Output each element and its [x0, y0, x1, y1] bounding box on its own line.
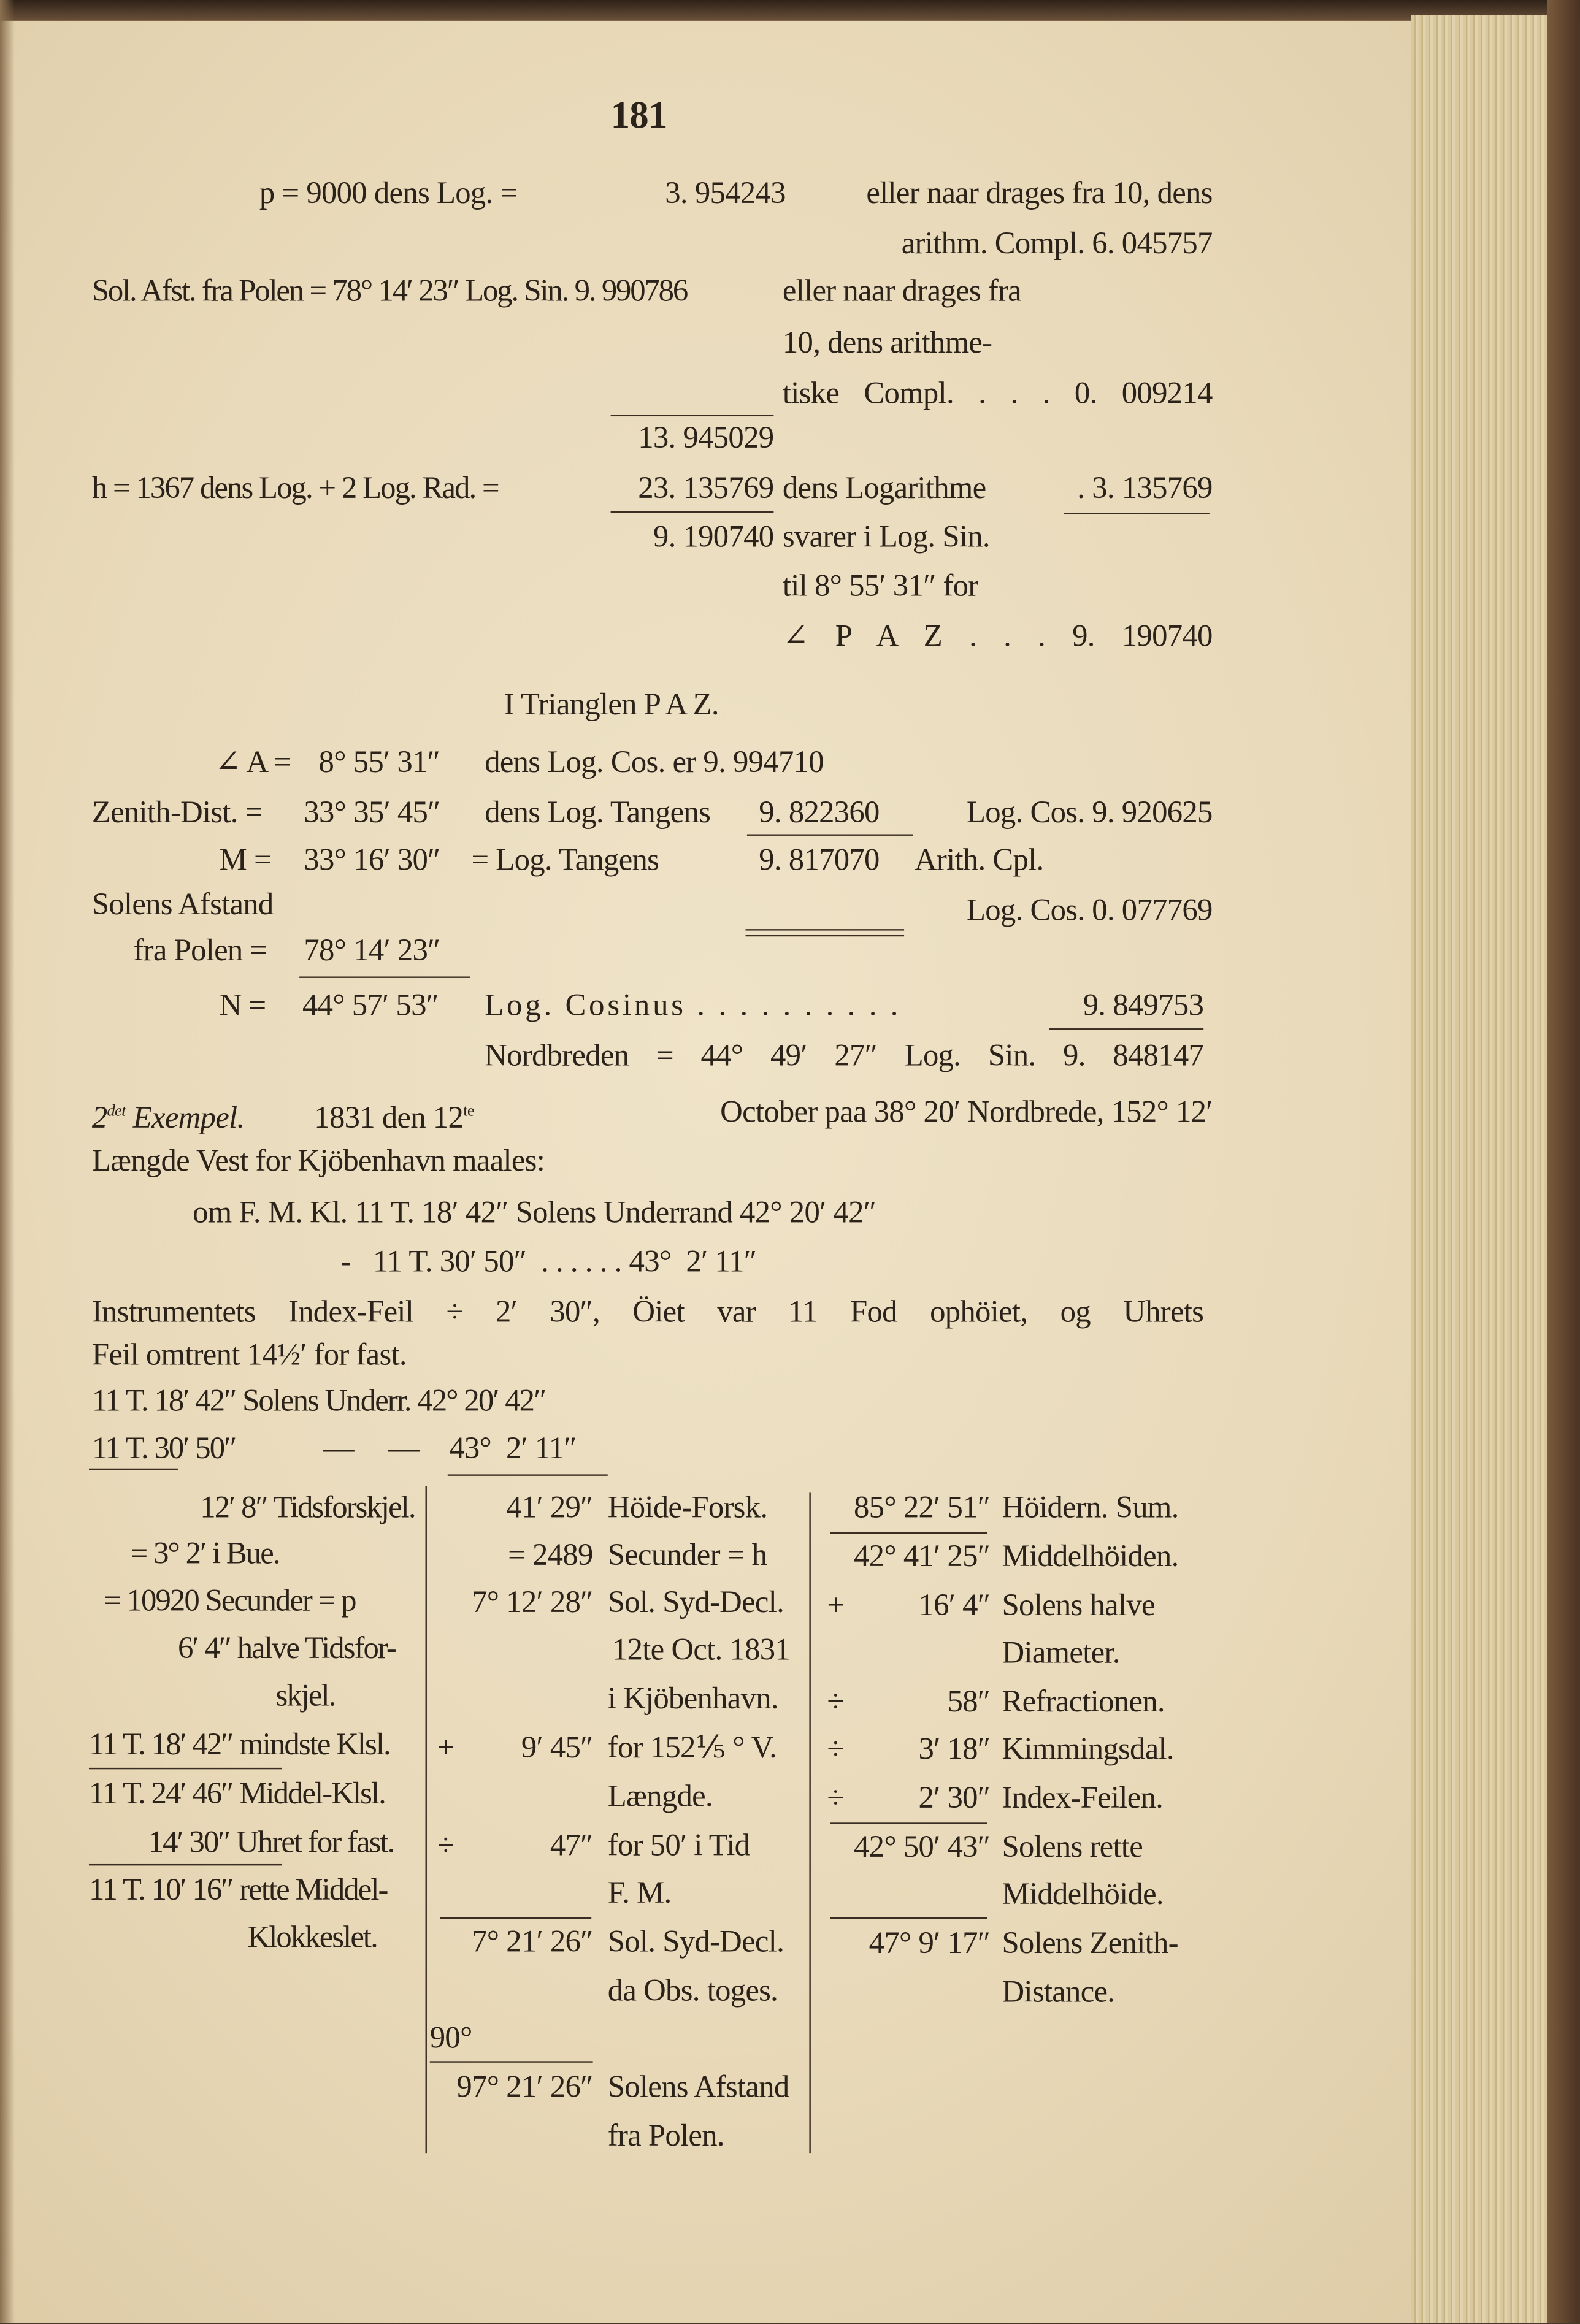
col2-text: Solens Afstand — [607, 2068, 789, 2104]
section-heading: I Trianglen P A Z. — [504, 686, 719, 722]
page-number: 181 — [610, 93, 667, 137]
page-left-edge — [0, 0, 15, 2323]
rule — [611, 511, 774, 513]
calc-line-7b: 23. 135769 — [638, 470, 774, 506]
col1-row: 11 T. 24′ 46″ Middel-Klsl. — [88, 1775, 385, 1811]
col2-text: i Kjöbenhavn. — [607, 1680, 778, 1716]
angle-a-value: 8° 55′ 31″ — [318, 744, 440, 780]
column-divider — [809, 1492, 810, 2153]
col3-text: Solens halve — [1002, 1587, 1155, 1623]
rule — [830, 1532, 987, 1534]
col1-row: Klokkeslet. — [247, 1919, 377, 1955]
zenith-value: 33° 35′ 45″ — [304, 794, 440, 830]
col1-row: 12′ 8″ Tidsforskjel. — [200, 1489, 415, 1525]
double-rule — [745, 929, 904, 930]
example-line-8a: 11 T. 30′ 50″ — [91, 1429, 236, 1466]
example-line-1 — [314, 1093, 1212, 1135]
example-line-1a — [314, 1093, 474, 1135]
example-line-1b: October paa 38° 20′ Nordbrede, 152° 12′ — [720, 1093, 1213, 1130]
m-num: 9. 817070 — [759, 841, 880, 877]
col2-number: 47″ — [550, 1827, 593, 1863]
rule — [89, 1864, 282, 1865]
col3-number: 3′ 18″ — [918, 1730, 991, 1767]
col2-text: Længde. — [607, 1778, 713, 1814]
m-text: = Log. Tangens — [471, 841, 659, 877]
col1-row: 11 T. 10′ 16″ rette Middel- — [88, 1871, 388, 1908]
n-num: 9. 849753 — [1083, 987, 1204, 1023]
col1-row: 11 T. 18′ 42″ mindste Klsl. — [88, 1726, 390, 1762]
col2-text: for 152⅕ ° V. — [607, 1729, 777, 1765]
rule — [89, 1768, 282, 1769]
calc-line-7d: . 3. 135769 — [1077, 470, 1213, 506]
col2-number: 97° 21′ 26″ — [456, 2068, 593, 2104]
example-line-8c: — — [388, 1429, 420, 1466]
col2-text: Secunder = h — [607, 1536, 767, 1572]
example-line-8d: 43° 2′ 11″ — [449, 1429, 577, 1466]
nordbreden-line: Nordbreden = 44° 49′ 27″ Log. Sin. 9. 848147 — [485, 1037, 1204, 1073]
rule — [747, 834, 913, 835]
calc-line-10: ∠ P A Z . . . 9. 190740 — [782, 617, 1213, 654]
m-right: Arith. Cpl. — [914, 841, 1044, 877]
col3-operator: + — [827, 1587, 845, 1623]
example-num: 2 — [91, 1099, 107, 1136]
col3-number: 47° 9′ 17″ — [869, 1925, 991, 1961]
calc-line-1a: p = 9000 dens Log. = — [259, 175, 518, 211]
rule — [430, 2061, 593, 2062]
calc-line-1c: eller naar drages fra 10, dens — [866, 175, 1213, 211]
col2-number: 7° 21′ 26″ — [472, 1923, 593, 1959]
col2-text: Sol. Syd-Decl. — [607, 1923, 784, 1959]
fra-polen-value: 78° 14′ 23″ — [304, 931, 440, 968]
calc-line-1b: 3. 954243 — [665, 175, 786, 211]
date-text: 1831 den 12 — [314, 1099, 464, 1136]
m-value: 33° 16′ 30″ — [304, 841, 440, 877]
col1-row: = 10920 Secunder = p — [104, 1582, 356, 1618]
calc-sum: 13. 945029 — [638, 419, 774, 455]
rule — [448, 1474, 608, 1475]
calc-line-8b: svarer i Log. Sin. — [782, 518, 990, 554]
col3-operator: ÷ — [827, 1683, 844, 1719]
rule — [440, 1917, 591, 1919]
rule — [1049, 1028, 1203, 1030]
example-line-5: Instrumentets Index-Feil ÷ 2′ 30″, Öiet var 11 Fod ophöiet, og Uhrets — [91, 1293, 1204, 1329]
example-line-3: om F. M. Kl. 11 T. 18′ 42″ Solens Underrand 42° 20′ 42″ — [193, 1194, 876, 1230]
col3-number: 2′ 30″ — [918, 1779, 991, 1816]
zenith-num: 9. 822360 — [759, 794, 880, 830]
col2-number: 41′ 29″ — [506, 1489, 593, 1525]
page-top-edge — [0, 0, 1580, 21]
n-label: N = — [219, 987, 266, 1023]
example-word: Exempel. — [132, 1099, 245, 1136]
col2-operator: ÷ — [437, 1827, 454, 1863]
col2-number: 7° 12′ 28″ — [472, 1584, 593, 1620]
col3-text: Refractionen. — [1002, 1683, 1165, 1719]
col3-text: Index-Feilen. — [1002, 1779, 1164, 1816]
col3-number: 58″ — [947, 1683, 991, 1719]
column-divider — [426, 1486, 427, 2153]
rule — [1064, 513, 1210, 514]
book-binding — [1547, 0, 1580, 2323]
zenith-label: Zenith-Dist. = — [91, 794, 263, 830]
rule — [89, 1469, 178, 1470]
col2-text: Sol. Syd-Decl. — [607, 1584, 784, 1620]
col2-number: 90° — [429, 2019, 472, 2055]
solens-afstand-label: Solens Afstand — [91, 886, 274, 922]
n-text: Log. Cosinus . . . . . . . . . . — [485, 987, 902, 1023]
col3-number: 42° 41′ 25″ — [854, 1538, 991, 1574]
col3-number: 42° 50′ 43″ — [854, 1828, 991, 1864]
page-stack-edge — [1411, 15, 1547, 2323]
col1-row: 14′ 30″ Uhret for fast. — [148, 1824, 394, 1860]
m-label: M = — [219, 841, 271, 877]
angle-a-label: ∠ A = — [215, 744, 291, 780]
example-title — [92, 1093, 245, 1135]
calc-line-7a: h = 1367 dens Log. + 2 Log. Rad. = — [91, 470, 499, 506]
col3-number: 85° 22′ 51″ — [854, 1489, 991, 1525]
col1-row: 6′ 4″ halve Tidsfor- — [177, 1630, 396, 1666]
col3-text: Solens Zenith- — [1002, 1925, 1178, 1961]
col1-row: skjel. — [275, 1677, 336, 1713]
calc-line-7c: dens Logarithme — [782, 470, 986, 506]
col2-text: fra Polen. — [607, 2117, 724, 2154]
rule — [830, 1822, 987, 1824]
col3-text: Solens rette — [1002, 1828, 1143, 1864]
zenith-right: Log. Cos. 9. 920625 — [967, 794, 1213, 830]
col3-text: Kimmingsdal. — [1002, 1730, 1174, 1767]
angle-a-text: dens Log. Cos. er 9. 994710 — [485, 744, 824, 780]
n-value: 44° 57′ 53″ — [302, 987, 439, 1023]
rule — [299, 976, 470, 977]
col2-operator: + — [437, 1729, 454, 1765]
solens-afstand-right: Log. Cos. 0. 077769 — [967, 892, 1213, 928]
calc-line-3a: Sol. Afst. fra Polen = 78° 14′ 23″ Log. Sin. 9. 990786 — [91, 272, 688, 308]
rule — [611, 415, 774, 416]
date-sup: te — [463, 1102, 474, 1120]
col3-text: Diameter. — [1002, 1634, 1120, 1670]
calc-line-4: 10, dens arithme- — [782, 324, 992, 361]
col3-number: 16′ 4″ — [918, 1587, 991, 1623]
zenith-text: dens Log. Tangens — [485, 794, 711, 830]
calc-line-9: til 8° 55′ 31″ for — [782, 567, 978, 603]
calc-line-2: arithm. Compl. 6. 045757 — [901, 225, 1213, 261]
calc-line-5: tiske Compl. . . . 0. 009214 — [782, 375, 1213, 411]
col2-text: Höide-Forsk. — [607, 1489, 768, 1525]
col1-row: = 3° 2′ i Bue. — [130, 1535, 280, 1571]
col2-text: 12te Oct. 1831 — [612, 1631, 791, 1667]
rule — [830, 1917, 987, 1919]
calc-line-8a: 9. 190740 — [653, 518, 774, 554]
calc-line-3b: eller naar drages fra — [782, 272, 1022, 308]
col2-number: = 2489 — [508, 1536, 593, 1572]
col3-operator: ÷ — [827, 1730, 844, 1767]
col2-number: 9′ 45″ — [521, 1729, 593, 1765]
example-line-2: Længde Vest for Kjöbenhavn maales: — [91, 1142, 545, 1179]
col2-text: for 50′ i Tid — [607, 1827, 750, 1863]
example-sup: det — [107, 1102, 126, 1120]
example-line-8b: — — [323, 1429, 354, 1466]
example-line-6: Feil omtrent 14½′ for fast. — [91, 1336, 407, 1372]
col3-text: Höidern. Sum. — [1002, 1489, 1179, 1525]
col3-operator: ÷ — [827, 1779, 844, 1816]
col3-text: Distance. — [1002, 1973, 1115, 2009]
col3-text: Middelhöide. — [1002, 1876, 1164, 1912]
example-line-4: - 11 T. 30′ 50″ . . . . . . 43° 2′ 11″ — [340, 1243, 757, 1279]
col3-text: Middelhöiden. — [1002, 1538, 1179, 1574]
fra-polen-label: fra Polen = — [133, 931, 267, 968]
col2-text: da Obs. toges. — [607, 1972, 778, 2008]
col2-text: F. M. — [607, 1874, 672, 1910]
double-rule — [745, 935, 904, 936]
example-line-7: 11 T. 18′ 42″ Solens Underr. 42° 20′ 42″ — [91, 1382, 546, 1418]
